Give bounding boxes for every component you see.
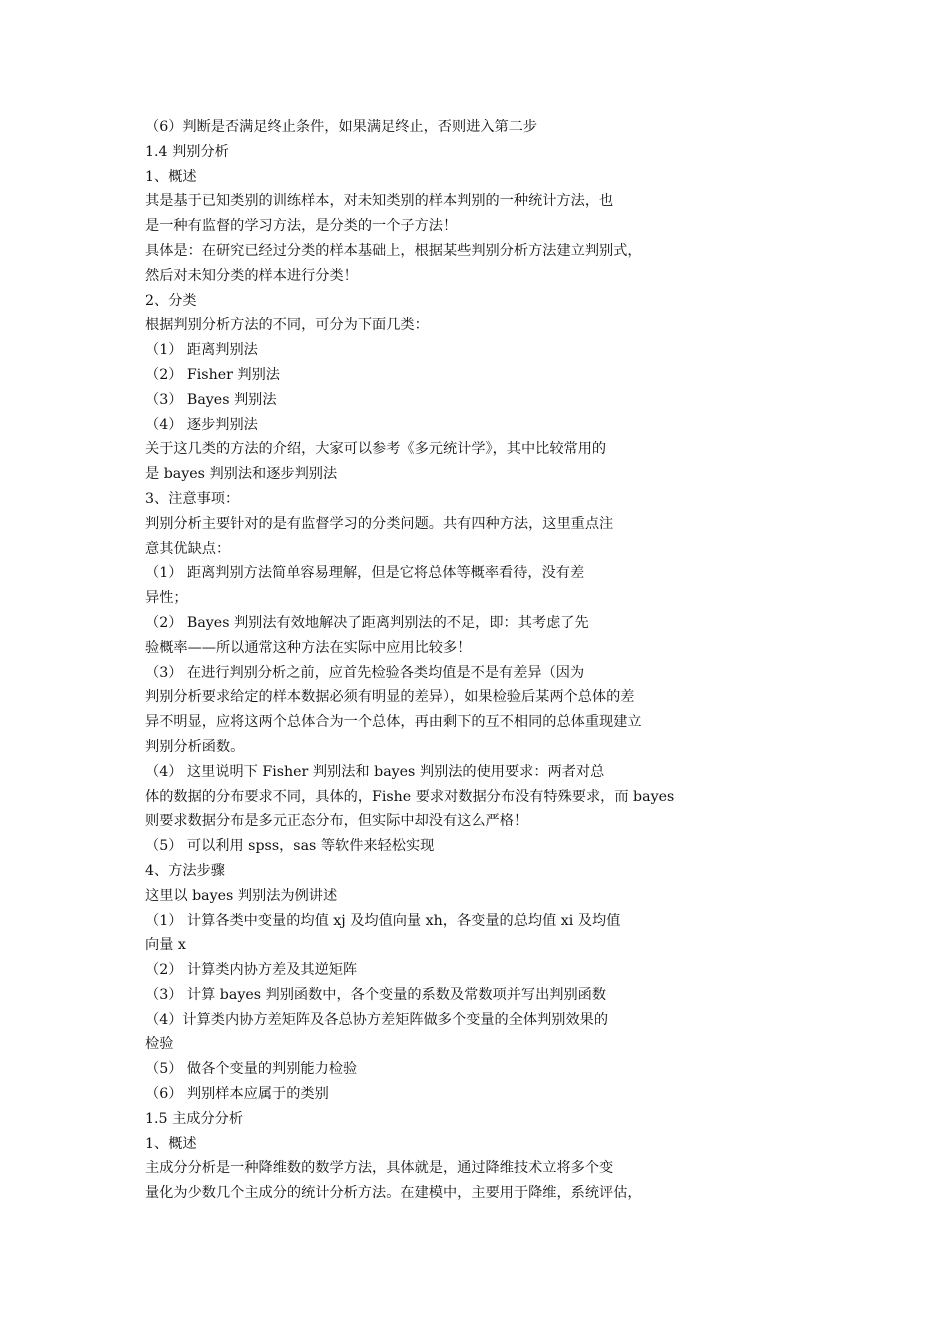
list-item: （5） 可以利用 spss，sas 等软件来轻松实现 — [145, 838, 435, 855]
paragraph-line: 是一种有监督的学习方法，是分类的一个子方法！ — [145, 218, 458, 235]
subheading-overview: 1、概述 — [145, 1135, 197, 1152]
list-item: （4） 逐步判别法 — [145, 416, 258, 433]
list-item: （1） 距离判别方法简单容易理解，但是它将总体等概率看待，没有差 — [145, 565, 585, 582]
paragraph-line: 根据判别分析方法的不同，可分为下面几类： — [145, 317, 429, 334]
paragraph-line: 具体是：在研究已经过分类的样本基础上，根据某些判别分析方法建立判别式， — [145, 242, 642, 259]
paragraph-line: 意其优缺点： — [145, 540, 231, 557]
list-item-continuation: 体的数据的分布要求不同，具体的，Fishe 要求对数据分布没有特殊要求，而 bayes — [145, 788, 675, 805]
paragraph-line: 主成分分析是一种降维数的数学方法，具体就是，通过降维技术立将多个变 — [145, 1160, 614, 1177]
subheading-classification: 2、分类 — [145, 292, 197, 309]
subheading-notes: 3、注意事项： — [145, 490, 240, 507]
paragraph-line: 关于这几类的方法的介绍，大家可以参考《多元统计学》，其中比较常用的 — [145, 441, 607, 458]
paragraph-line: 然后对未知分类的样本进行分类！ — [145, 267, 358, 284]
paragraph-line: 其是基于已知类别的训练样本，对未知类别的样本判别的一种统计方法，也 — [145, 193, 614, 210]
section-heading-pca: 1.5 主成分分析 — [145, 1110, 244, 1127]
paragraph-line: 量化为少数几个主成分的统计分析方法。在建模中，主要用于降维，系统评估， — [145, 1185, 642, 1202]
list-item-continuation: 验概率——所以通常这种方法在实际中应用比较多！ — [145, 639, 472, 656]
document-page — [145, 115, 785, 1206]
subheading-method-steps: 4、方法步骤 — [145, 862, 225, 879]
list-item-continuation: 向量 x — [145, 937, 186, 954]
paragraph-line: 判别分析主要针对的是有监督学习的分类问题。共有四种方法，这里重点注 — [145, 515, 614, 532]
list-item: （4） 这里说明下 Fisher 判别法和 bayes 判别法的使用要求：两者对总 — [145, 763, 605, 780]
paragraph-line: 这里以 bayes 判别法为例讲述 — [145, 887, 338, 904]
list-item: （3） Bayes 判别法 — [145, 391, 277, 408]
list-item: （5） 做各个变量的判别能力检验 — [145, 1061, 358, 1078]
list-item-continuation: 判别分析要求给定的样本数据必须有明显的差异），如果检验后某两个总体的差 — [145, 689, 635, 706]
list-item-continuation: 异不明显，应将这两个总体合为一个总体，再由剩下的互不相同的总体重现建立 — [145, 714, 642, 731]
list-item: （6） 判别样本应属于的类别 — [145, 1086, 329, 1103]
list-item: （1） 距离判别法 — [145, 342, 258, 359]
list-item: （1） 计算各类中变量的均值 xj 及均值向量 xh，各变量的总均值 xi 及均值 — [145, 912, 621, 929]
list-item-continuation: 判别分析函数。 — [145, 738, 245, 755]
subheading-overview: 1、概述 — [145, 168, 197, 185]
list-item: （2） 计算类内协方差及其逆矩阵 — [145, 962, 358, 979]
list-item-continuation: 则要求数据分布是多元正态分布，但实际中却没有这么严格！ — [145, 813, 529, 830]
list-item-continuation: 异性； — [145, 590, 188, 607]
list-item: （4）计算类内协方差矩阵及各总协方差矩阵做多个变量的全体判别效果的 — [145, 1011, 609, 1028]
step-6-termination-line: （6）判断是否满足终止条件，如果满足终止，否则进入第二步 — [145, 119, 538, 135]
list-item: （3） 在进行判别分析之前，应首先检验各类均值是不是有差异（因为 — [145, 664, 585, 681]
paragraph-line: 是 bayes 判别法和逐步判别法 — [145, 466, 338, 483]
list-item: （2） Bayes 判别法有效地解决了距离判别法的不足，即：其考虑了先 — [145, 614, 589, 631]
list-item: （3） 计算 bayes 判别函数中，各个变量的系数及常数项并写出判别函数 — [145, 986, 607, 1003]
section-heading-discriminant-analysis: 1.4 判别分析 — [145, 143, 229, 160]
list-item-continuation: 检验 — [145, 1036, 174, 1053]
list-item: （2） Fisher 判别法 — [145, 366, 280, 383]
